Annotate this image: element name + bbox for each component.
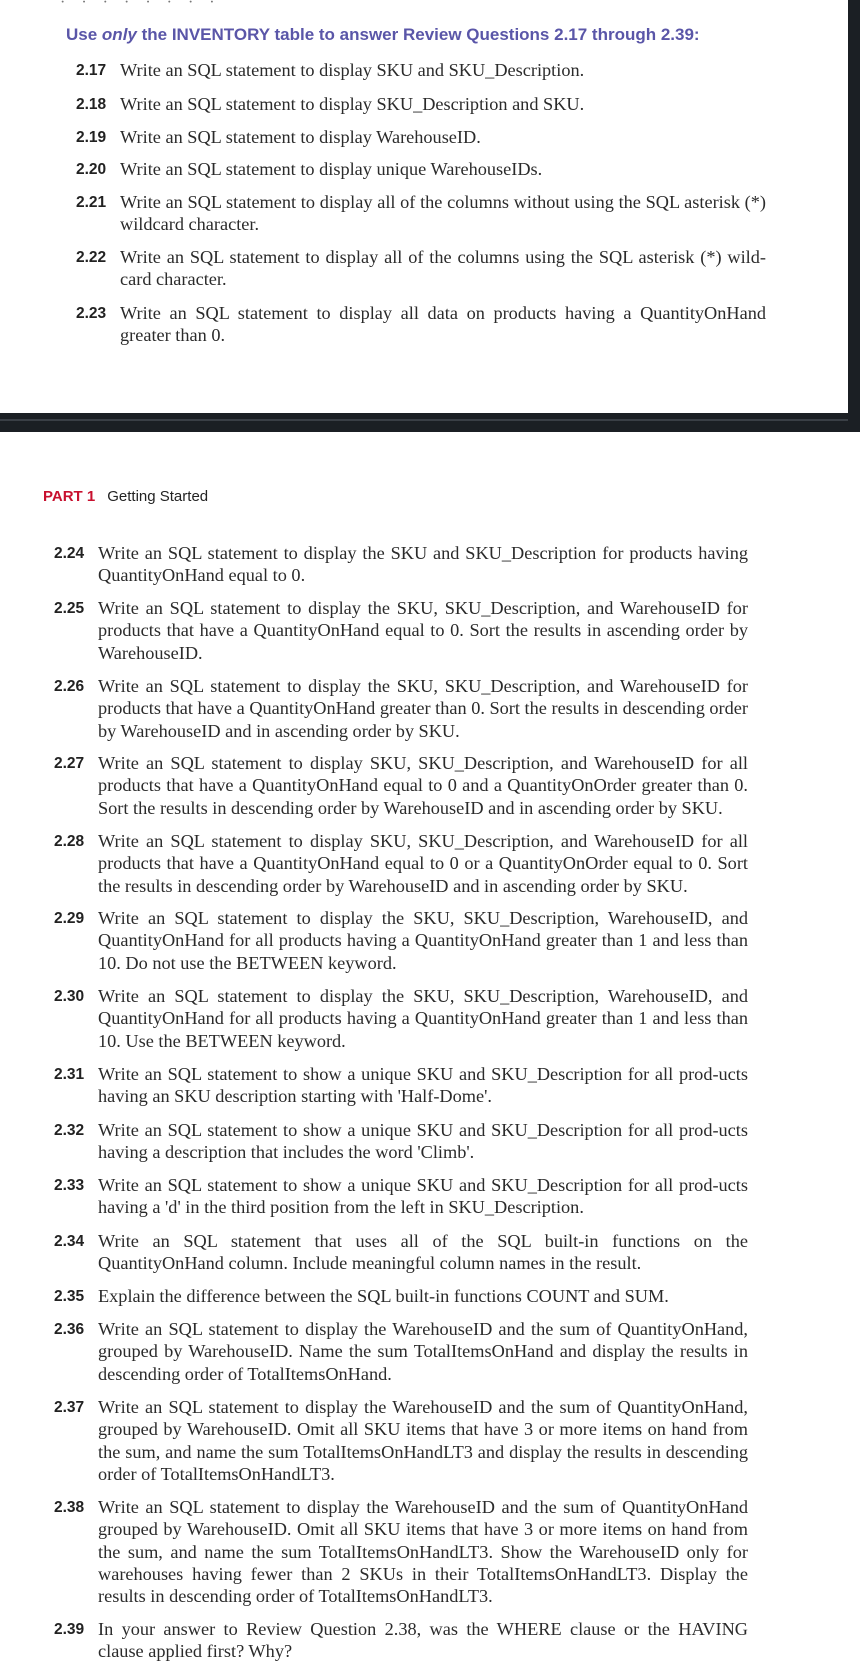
part-title: Getting Started <box>107 488 209 505</box>
question-2-27 <box>54 752 748 819</box>
question-2-20 <box>76 158 766 180</box>
question-2-18 <box>76 93 766 115</box>
question-text: Write an SQL statement to display SKU_Description and SKU. <box>120 94 585 114</box>
heading-suffix: the INVENTORY table to answer Review Questions 2.17 through 2.39: <box>136 25 700 44</box>
question-number: 2.27 <box>54 755 85 772</box>
part-number: PART 1 <box>43 488 96 505</box>
heading-emphasis: only <box>101 25 137 44</box>
question-2-32 <box>54 1119 748 1164</box>
question-text: Write an SQL statement to show a unique SKU and SKU_Description for all prod-ucts having a 'd' in the third position from the left in SKU_Description. <box>98 1175 748 1218</box>
question-text: Write an SQL statement to display the SKU, SKU_Description, and WarehouseID for products that have a QuantityOnHand equal to 0. Sort the results in ascending order by WarehouseID. <box>98 598 748 663</box>
question-number: 2.39 <box>54 1621 85 1638</box>
question-text: Write an SQL statement to show a unique SKU and SKU_Description for all prod-ucts having a description that includes the word 'Climb'. <box>98 1120 748 1163</box>
question-number: 2.17 <box>76 62 107 79</box>
question-2-36 <box>54 1318 748 1385</box>
question-2-29 <box>54 907 748 974</box>
question-text: Explain the difference between the SQL built-in functions COUNT and SUM. <box>98 1286 669 1306</box>
question-text: Write an SQL statement to display the WarehouseID and the sum of QuantityOnHand, grouped by WarehouseID. Omit all SKU items that have 3 or more items on hand from the sum, and name the sum TotalItemsOnHandLT3 and display the results in descending order of TotalItemsOnHandLT3. <box>98 1397 748 1484</box>
question-text: Write an SQL statement to display the SKU, SKU_Description, WarehouseID, and QuantityOnHand for all products having a QuantityOnHand greater than 1 and less than 10. Use the BETWEEN keyword. <box>98 986 748 1051</box>
question-number: 2.36 <box>54 1321 85 1338</box>
question-number: 2.23 <box>76 305 107 322</box>
question-number: 2.28 <box>54 833 85 850</box>
question-number: 2.25 <box>54 600 85 617</box>
question-text: Write an SQL statement to display WarehouseID. <box>120 127 481 147</box>
question-2-34 <box>54 1230 748 1275</box>
question-2-28 <box>54 830 748 897</box>
question-2-26 <box>54 675 748 742</box>
question-text: Write an SQL statement to display the SKU, SKU_Description, and WarehouseID for products that have a QuantityOnHand greater than 0. Sort the results in descending order by WarehouseID and in ascending order by SKU. <box>98 676 748 741</box>
question-text: Write an SQL statement to show a unique SKU and SKU_Description for all prod-ucts having an SKU description starting with 'Half-Dome'. <box>98 1064 748 1107</box>
question-number: 2.30 <box>54 988 85 1005</box>
question-number: 2.37 <box>54 1399 85 1416</box>
question-number: 2.38 <box>54 1499 85 1516</box>
section-heading <box>66 25 700 45</box>
question-text: Write an SQL statement to display the WarehouseID and the sum of QuantityOnHand grouped by WarehouseID. Omit all SKU items that have 3 or more items on hand from the sum, and name the sum TotalItemsOnHandLT3. Show the WarehouseID only for warehouses having fewer than 2 SKUs in their TotalItemsOnHandLT3. Display the results in descending order of TotalItemsOnHandLT3. <box>98 1497 748 1607</box>
question-2-33 <box>54 1174 748 1219</box>
question-number: 2.21 <box>76 194 107 211</box>
question-text: Write an SQL statement to display all data on products having a QuantityOnHand greater than 0. <box>120 303 766 346</box>
question-number: 2.18 <box>76 96 107 113</box>
question-2-31 <box>54 1063 748 1108</box>
page-divider <box>0 413 860 432</box>
question-text: In your answer to Review Question 2.38, was the WHERE clause or the HAVING clause applied first? Why? <box>98 1619 748 1662</box>
question-text: Write an SQL statement to display all of the columns using the SQL asterisk (*) wild-card character. <box>120 247 766 290</box>
question-number: 2.20 <box>76 161 107 178</box>
question-2-21 <box>76 191 766 236</box>
question-2-23 <box>76 302 766 347</box>
question-number: 2.32 <box>54 1122 85 1139</box>
question-number: 2.26 <box>54 678 85 695</box>
heading-prefix: Use <box>66 25 102 44</box>
question-text: Write an SQL statement to display all of the columns without using the SQL asterisk (*) wildcard character. <box>120 192 766 235</box>
question-text: Write an SQL statement to display SKU, SKU_Description, and WarehouseID for all products that have a QuantityOnHand equal to 0 or a QuantityOnOrder equal to 0. Sort the results in descending order by WarehouseID and in ascending order by SKU. <box>98 831 748 896</box>
question-2-25 <box>54 597 748 664</box>
question-2-22 <box>76 246 766 291</box>
screen-edge <box>848 0 860 432</box>
divider-line <box>0 419 848 421</box>
question-text: Write an SQL statement to display unique WarehouseIDs. <box>120 159 543 179</box>
cut-off-text <box>60 0 360 4</box>
question-text: Write an SQL statement to display SKU and SKU_Description. <box>120 60 585 80</box>
question-number: 2.34 <box>54 1233 85 1250</box>
question-number: 2.33 <box>54 1177 85 1194</box>
question-text: Write an SQL statement that uses all of the SQL built-in functions on the QuantityOnHand column. Include meaningful column names in the result. <box>98 1231 748 1274</box>
question-2-24 <box>54 542 748 587</box>
question-2-19 <box>76 126 766 148</box>
question-number: 2.29 <box>54 910 85 927</box>
question-text: Write an SQL statement to display SKU, SKU_Description, and WarehouseID for all products that have a QuantityOnHand equal to 0 and a QuantityOnOrder greater than 0. Sort the results in descending order by WarehouseID and in ascending order by SKU. <box>98 753 748 818</box>
question-number: 2.22 <box>76 249 107 266</box>
question-number: 2.31 <box>54 1066 85 1083</box>
running-header <box>43 488 208 505</box>
question-text: Write an SQL statement to display the SKU and SKU_Description for products having QuantityOnHand equal to 0. <box>98 543 748 586</box>
question-2-35 <box>54 1285 748 1307</box>
question-2-38 <box>54 1496 748 1607</box>
question-2-39 <box>54 1618 748 1663</box>
question-text: Write an SQL statement to display the WarehouseID and the sum of QuantityOnHand, grouped by WarehouseID. Name the sum TotalItemsOnHand and display the results in descending order of TotalItemsOnHand. <box>98 1319 748 1384</box>
question-2-17 <box>76 59 766 81</box>
question-2-30 <box>54 985 748 1052</box>
question-number: 2.19 <box>76 129 107 146</box>
question-number: 2.24 <box>54 545 85 562</box>
question-number: 2.35 <box>54 1288 85 1305</box>
question-text: Write an SQL statement to display the SKU, SKU_Description, WarehouseID, and QuantityOnHand for all products having a QuantityOnHand greater than 1 and less than 10. Do not use the BETWEEN keyword. <box>98 908 748 973</box>
question-2-37 <box>54 1396 748 1485</box>
page-top <box>0 0 848 414</box>
